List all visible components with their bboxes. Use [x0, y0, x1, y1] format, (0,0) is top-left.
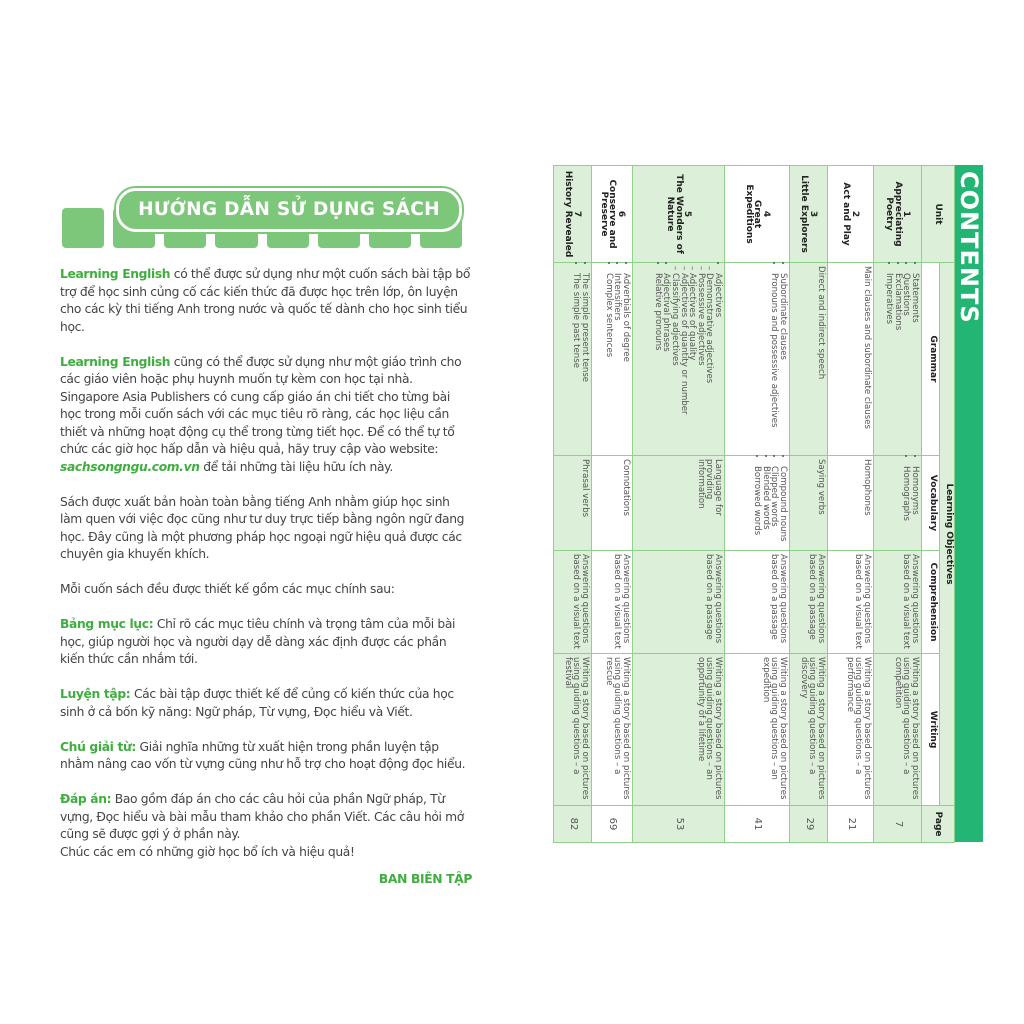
- cell-text: Answering questions based on a visual text: [853, 554, 872, 649]
- list-item: – Adjectives of quality: [687, 266, 698, 361]
- section-label: Chú giải từ:: [60, 739, 136, 754]
- unit-name: Great Expeditions: [743, 184, 763, 244]
- page-number[interactable]: 41: [725, 806, 790, 843]
- unit-cell: [592, 166, 633, 263]
- unit-name: Conserve and Preserve: [598, 179, 618, 249]
- list-item: • Statements: [910, 273, 919, 452]
- writing-cell: [828, 654, 874, 806]
- paragraph-3: Sách được xuất bản hoàn toàn bằng tiếng Anh nhằm giúp học sinh làm quen với việc đọc cũng như tư duy trực tiếp bằng ngôn ngữ đang học. Đây cũng là một phương pháp học ngoại ngữ hiệu quả được các chuyên gia khuyến khích.: [60, 494, 465, 561]
- header-learning-objectives: Learning Objectives: [940, 263, 955, 806]
- comprehension-cell: [554, 551, 592, 654]
- item-list: [653, 266, 722, 452]
- cell-text: Answering questions based on a passage: [769, 554, 788, 644]
- header-comprehension: Comprehension: [922, 551, 940, 654]
- cell-text: Answering questions based on a visual text: [612, 554, 631, 649]
- paragraph-text: cũng có thể được sử dụng như một giáo trình cho các giáo viên hoặc phụ huynh muốn tự kèm con học tại nhà. Singapore Asia Publishers có cung cấp giáo án chi tiết cho từng bài học trong mỗi cuốn sách với các mục tiêu rõ ràng, các học liệu cần thiết và những hoạt động cụ thể trong từng tiết học. Để có thể tự tổ chức các giờ học hấp dẫn và hiệu quả, hãy truy cập vào website:: [60, 354, 462, 456]
- list-item: • Complex sentences: [604, 273, 613, 452]
- list-item: • Imperatives: [885, 273, 894, 452]
- writing-cell: [554, 654, 592, 806]
- list-item: – Possessive adjectives: [695, 266, 706, 366]
- writing-cell: [725, 654, 790, 806]
- unit-name: Act and Play: [841, 182, 852, 246]
- grammar-cell: [725, 263, 790, 456]
- website-link[interactable]: sachsongngu.com.vn: [60, 459, 200, 474]
- table-row: [874, 166, 922, 843]
- grammar-cell: [828, 263, 874, 456]
- section-text: Chỉ rõ các mục tiêu chính và trọng tâm của mỗi bài học, giúp người học và người dạy dễ dàng xác định được các phần kiến thức cần nhắm tới.: [60, 617, 456, 666]
- writing-cell: [790, 654, 828, 806]
- grammar-cell: [554, 263, 592, 456]
- table-row: [828, 166, 874, 843]
- section-description: [60, 739, 472, 774]
- contents-table: [553, 165, 955, 843]
- section-text: Bao gồm đáp án cho các câu hỏi của phần Ngữ pháp, Từ vựng, Đọc hiểu và bài mẫu tham khảo cho phần Viết. Các câu hỏi mở cũng sẽ được gợi ý ở phần này.: [60, 792, 464, 841]
- vocabulary-cell: [828, 456, 874, 551]
- unit-cell: [828, 166, 874, 263]
- list-item: • Homographs: [902, 466, 911, 547]
- list-item: – Adjectives of quantity or number: [678, 266, 689, 415]
- contents-page: [552, 165, 983, 842]
- vocabulary-cell: [790, 456, 828, 551]
- paragraph-4: Mỗi cuốn sách đều được thiết kế gồm các mục chính sau:: [60, 582, 395, 596]
- item-list: [770, 266, 787, 452]
- list-item: • Adjectival phrases: [662, 273, 671, 452]
- cell-text: Writing a story based on pictures using guiding questions – a competition: [892, 657, 920, 800]
- grammar-cell: [633, 263, 725, 456]
- section-description: [60, 686, 472, 721]
- list-item: • Compound nouns: [778, 466, 787, 547]
- section-label: Bảng mục lục:: [60, 617, 154, 631]
- vocabulary-cell: [874, 456, 922, 551]
- comprehension-cell: [633, 551, 725, 654]
- unit-number: 3: [808, 210, 819, 218]
- list-item: • Exclamations: [893, 273, 902, 452]
- unit-cell: [790, 166, 828, 263]
- paragraph-2: [60, 354, 472, 477]
- page-number[interactable]: 82: [554, 806, 592, 843]
- item-list: [885, 266, 919, 452]
- section-text: Giải nghĩa những từ xuất hiện trong phần luyện tập nhằm nâng cao vốn từ vựng cũng như hỗ trợ cho hoạt động đọc hiểu.: [60, 739, 466, 771]
- unit-number: 5: [682, 210, 693, 218]
- unit-number: 2: [850, 210, 861, 218]
- page-title: HƯỚNG DẪN SỬ DỤNG SÁCH: [116, 188, 462, 232]
- list-item: • Homonyms: [910, 466, 919, 547]
- vocabulary-cell: [633, 456, 725, 551]
- paragraph-text: để tải những tài liệu hữu ích này.: [199, 459, 393, 474]
- vocabulary-cell: [554, 456, 592, 551]
- header-page: Page: [922, 806, 955, 843]
- cell-text: Answering questions based on a passage: [704, 554, 723, 644]
- comprehension-cell: [874, 551, 922, 654]
- cell-text: Saying verbs: [816, 459, 826, 515]
- cell-text: Writing a story based on pictures using guiding questions – a performance: [844, 657, 872, 800]
- cell-text: Language for providing information: [695, 459, 723, 516]
- unit-name: Appreciating Poetry: [884, 181, 903, 247]
- list-item: • Questions: [902, 273, 911, 452]
- unit-cell: [633, 166, 725, 263]
- list-item: – Demonstrative adjectives: [704, 266, 715, 384]
- unit-name: The Wonders of Nature: [665, 174, 684, 254]
- list-item: • Intensifiers: [613, 273, 622, 452]
- unit-name: Little Explorers: [799, 175, 810, 253]
- header-vocabulary: Vocabulary: [922, 456, 940, 551]
- unit-cell: [874, 166, 922, 263]
- page-number[interactable]: 21: [828, 806, 874, 843]
- unit-name: History Revealed: [563, 170, 574, 258]
- table-row: [790, 166, 828, 843]
- list-item: • Clipped words: [770, 466, 779, 547]
- list-item: • Blended words: [761, 466, 770, 547]
- comprehension-cell: [592, 551, 633, 654]
- brand-name: Learning English: [60, 354, 171, 369]
- cell-text: Answering questions based on a visual text: [901, 554, 920, 649]
- brand-name: Learning English: [60, 267, 171, 281]
- page-number[interactable]: 29: [790, 806, 828, 843]
- list-item: • Subordinate clauses: [778, 273, 787, 452]
- header-writing: Writing: [922, 654, 940, 806]
- item-list: [753, 459, 787, 547]
- section-description: [60, 616, 472, 669]
- list-item: • Adjectives: [713, 273, 722, 452]
- list-item: • Relative pronouns: [653, 273, 662, 452]
- comprehension-cell: [828, 551, 874, 654]
- page-number[interactable]: 53: [633, 806, 725, 843]
- vocabulary-cell: [592, 456, 633, 551]
- item-list: [604, 266, 630, 452]
- table-row: [633, 166, 725, 843]
- paragraph-1: [60, 266, 472, 336]
- page-number[interactable]: 69: [592, 806, 633, 843]
- grammar-cell: [874, 263, 922, 456]
- cell-text: Phrasal verbs: [580, 459, 590, 518]
- unit-number: 4: [760, 210, 771, 218]
- cell-text: Writing a story based on pictures using guiding questions – an expedition: [760, 657, 788, 800]
- unit-number: 6: [615, 210, 626, 218]
- unit-number: 7: [572, 210, 583, 218]
- cell-text: Direct and indirect speech: [816, 266, 826, 380]
- writing-cell: [592, 654, 633, 806]
- comprehension-cell: [725, 551, 790, 654]
- unit-cell: [554, 166, 592, 263]
- list-item: – Classifying adjectives: [670, 266, 681, 366]
- list-item: • Borrowed words: [753, 466, 762, 547]
- cell-text: Writing a story based on pictures using guiding questions – a discovery: [798, 657, 826, 800]
- header-unit: Unit: [922, 166, 955, 263]
- table-row: [592, 166, 633, 843]
- table-row: [725, 166, 790, 843]
- grammar-cell: [592, 263, 633, 456]
- grammar-cell: [790, 263, 828, 456]
- item-list: [902, 459, 919, 547]
- signature: BAN BIÊN TẬP: [378, 871, 472, 886]
- cell-text: Answering questions based on a visual text: [571, 554, 590, 649]
- list-item: • Pronouns and possessive adjectives: [770, 273, 779, 452]
- paragraph-text: có thể được sử dụng như một cuốn sách bài tập bổ trợ để học sinh củng cố các kiến thức đã được học trên lớp, ôn luyện cho các kỳ thi tiếng Anh trong nước và quốc tế dành cho học sinh tiểu học.: [60, 267, 471, 334]
- writing-cell: [633, 654, 725, 806]
- cell-text: Writing a story based on pictures using guiding questions – a festival: [562, 657, 590, 800]
- list-item: • The simple past tense: [572, 273, 581, 452]
- cell-text: Homophones: [862, 459, 872, 516]
- contents-title: CONTENTS: [955, 165, 983, 842]
- item-list: [572, 266, 589, 452]
- section-label: Luyện tập:: [60, 687, 131, 701]
- table-row: [554, 166, 592, 843]
- cell-text: Answering questions based on a passage: [807, 554, 826, 644]
- writing-cell: [874, 654, 922, 806]
- list-item: • Adverbials of degree: [621, 273, 630, 452]
- unit-cell: [725, 166, 790, 263]
- vocabulary-cell: [725, 456, 790, 551]
- cell-text: Main clauses and subordinate clauses: [862, 266, 872, 429]
- page-number[interactable]: 7: [874, 806, 922, 843]
- closing-text: Chúc các em có những giờ học bổ ích và hiệu quả!: [60, 844, 355, 859]
- header-grammar: Grammar: [922, 263, 940, 456]
- unit-number: 1: [901, 210, 912, 218]
- section-description: [60, 791, 472, 844]
- cell-text: Connotations: [621, 459, 631, 516]
- section-text: Các bài tập được thiết kế để củng cố kiến thức của học sinh ở cả bốn kỹ năng: Ngữ pháp, Từ vựng, Đọc hiểu và Viết.: [60, 687, 454, 719]
- cell-text: Writing a story based on pictures using guiding questions – an opportunity of a lifetime: [695, 657, 723, 800]
- comprehension-cell: [790, 551, 828, 654]
- list-item: • The simple present tense: [580, 273, 589, 452]
- section-label: Đáp án:: [60, 792, 112, 806]
- instructions-text: [60, 266, 472, 888]
- cell-text: Writing a story based on pictures using guiding questions – a rescue: [603, 657, 631, 800]
